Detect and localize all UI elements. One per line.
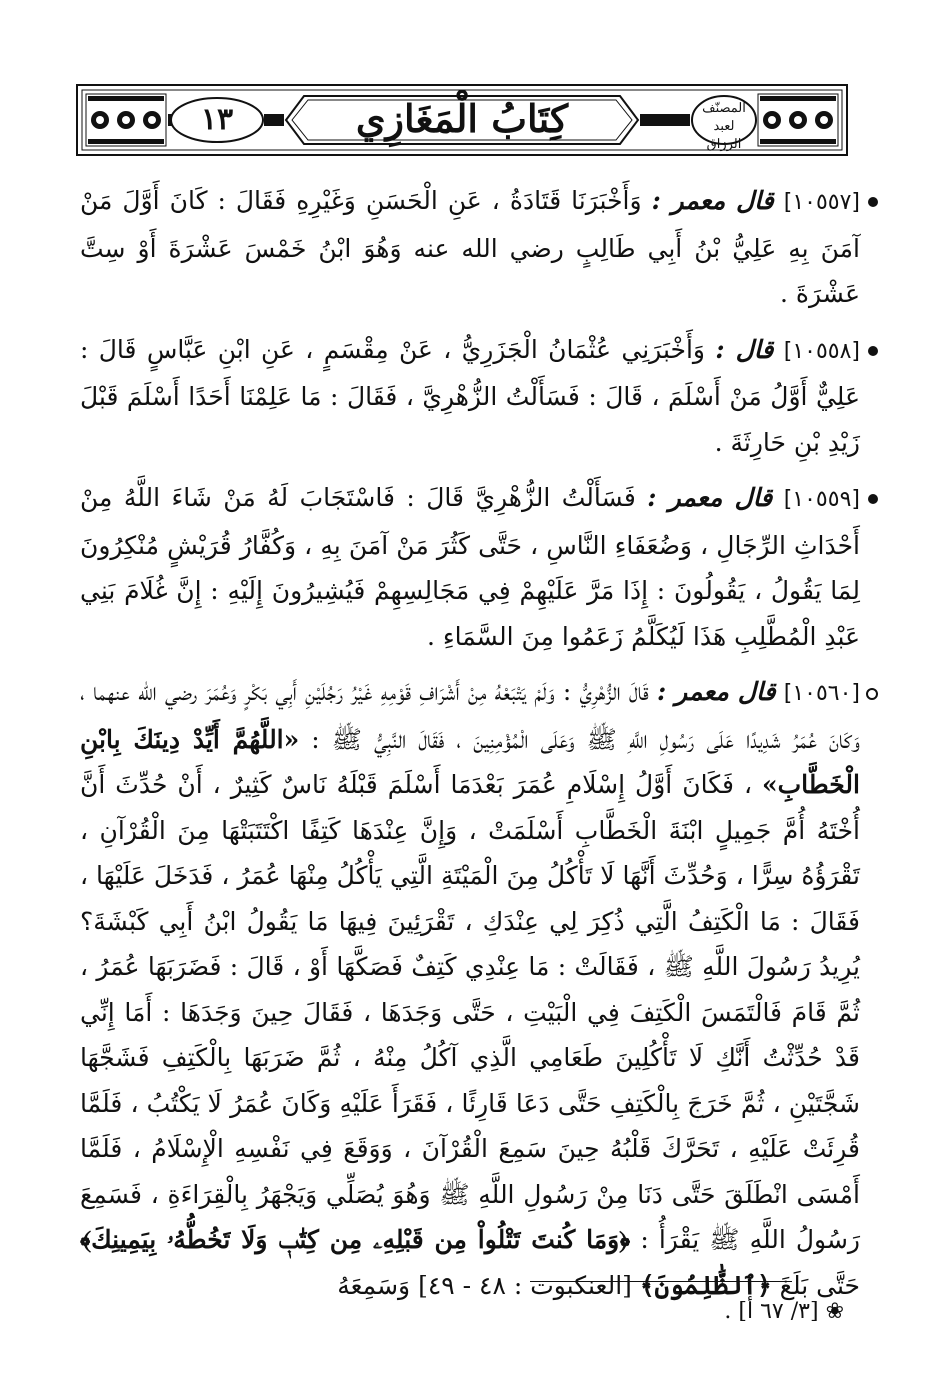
paragraph (80, 669, 860, 1308)
paragraph (80, 327, 860, 466)
paragraph-text: وَأَخْبَرَنَا قَتَادَةُ ، عَنِ الْحَسَنِ وَغَيْرِهِ فَقَالَ : كَانَ أَوَّلَ مَنْ آمَنَ بِهِ عَلِيُّ بْنُ أَبِي طَالِبٍ رضي الله عنه وَهُوَ ابْنُ خَمْسَ عَشْرَةَ أَوْ سِتَّ عَشْرَةَ . (80, 186, 860, 308)
page-title: كِتَابُ الْمَغَازِي (355, 96, 569, 141)
hadith-number: [١٠٥٥٨] (783, 338, 860, 364)
footnote-divider (530, 1281, 792, 1282)
paragraph-text-continued: حَتَّى بَلَغَ (771, 1270, 860, 1300)
hadith-number: [١٠٥٥٩] (783, 487, 860, 512)
bullet-icon (868, 494, 878, 504)
quran-verse: ﴿وَمَا كُنتَ تَتْلُواْ مِن قَبْلِهِۦ مِن كِتَٰبٖ وَلَا تَخُطُّهُۥ بِيَمِينِكَ﴾ (80, 1225, 631, 1254)
prophet-quote: «اللَّهُمَّ أَيِّدْ دِينَكَ بِابْنِ الْخَطَّابِ» (80, 724, 860, 799)
speaker-label: قال : (715, 334, 774, 364)
page-number: ١٣ (200, 102, 234, 137)
footnote-text: [٣/ ٦٧ أ] . (724, 1299, 819, 1324)
open-bullet-icon (866, 688, 878, 700)
paragraph-text: فَسَأَلْتُ الزُّهْرِيَّ قَالَ : فَاسْتَجَابَ لَهُ مَنْ شَاءَ اللَّهُ مِنْ أَحْدَاثِ الرِّجَالِ ، وَضُعَفَاءِ النَّاسِ ، حَتَّى كَثُرَ مَنْ آمَنَ بِهِ ، وَكُفَّارُ قُرَيْشٍ مُنْكِرُونَ لِمَا يَقُولُ ، يَقُولُونَ : إِذَا مَرَّ عَلَيْهِمْ فِي مَجَالِسِهِمْ فَيُشِيرُونَ إِلَيْهِ : إِنَّ غُلَامَ بَنِي عَبْدِ الْمُطَّلِبِ هَذَا لَيُكَلَّمُ زَعَمُوا مِنَ السَّمَاءِ . (80, 483, 860, 651)
bullet-icon (868, 197, 878, 207)
footnote-marker-icon: ❀ (825, 1299, 844, 1324)
hadith-number: [١٠٥٥٧] (783, 190, 860, 215)
paragraph (80, 178, 860, 317)
paragraph-text-continued: ، فَكَانَ أَوَّلُ إِسْلَامِ عُمَرَ بَعْدَمَا أَسْلَمَ قَبْلَهُ نَاسٌ كَثِيرٌ ، أَنْ حُدِّثَ أَنَّ أُخْتَهُ أُمَّ جَمِيلٍ ابْنَةَ الْخَطَّابِ أَسْلَمَتْ ، وَإِنَّ عِنْدَهَا كَتِفًا اكْتَتَبَتْهَا مِنَ الْقُرْآنِ ، تَقْرَؤُهُ سِرًّا ، وَحُدِّثَ أَنَّهَا لَا تَأْكُلُ مِنَ الْمَيْتَةِ الَّتِي يَأْكُلُ مِنْهَا عُمَرُ ، فَدَخَلَ عَلَيْهَا ، فَقَالَ : مَا الْكَتِفُ الَّتِي ذُكِرَ لِي عِنْدَكِ ، تَقْرَئِينَ فِيهَا مَا يَقُولُ ابْنُ أَبِي كَبْشَةَ؟ يُرِيدُ رَسُولَ اللَّهِ ﷺ ، فَقَالَتْ : مَا عِنْدِي كَتِفٌ فَصَكَّهَا أَوْ ، قَالَ : فَضَرَبَهَا عُمَرُ ، ثُمَّ قَامَ فَالْتَمَسَ الْكَتِفَ فِي الْبَيْتِ ، حَتَّى وَجَدَهَا ، فَقَالَ حِينَ وَجَدَهَا : أَمَا إِنِّي قَدْ حُدِّثْتُ أَنَّكِ لَا تَأْكُلِينَ طَعَامِي الَّذِي آكُلُ مِنْهُ ، ثُمَّ ضَرَبَهَا بِالْكَتِفِ فَشَجَّهَا شَجَّتَيْنِ ، ثُمَّ خَرَجَ بِالْكَتِفِ حَتَّى دَعَا قَارِئًا ، فَقَرَأَ عَلَيْهِ وَكَانَ عُمَرُ لَا يَكْتُبُ ، فَلَمَّا قُرِئَتْ عَلَيْهِ ، تَحَرَّكَ قَلْبُهُ حِينَ سَمِعَ الْقُرْآنَ ، وَوَقَعَ فِي نَفْسِهِ الْإِسْلَامُ ، فَلَمَّا أَمْسَى انْطَلَقَ حَتَّى دَنَا مِنْ رَسُولِ اللَّهِ ﷺ وَهُوَ يُصَلِّي وَيَجْهَرُ بِالْقِرَاءَةِ ، فَسَمِعَ رَسُولُ اللَّهِ ﷺ يَقْرَأُ : (80, 770, 860, 1254)
paragraph-text: وَأَخْبَرَنِي عُثْمَانُ الْجَزَرِيُّ ، عَنْ مِقْسَمٍ ، عَنِ ابْنِ عَبَّاسٍ قَالَ : عَلِيٌّ أَوَّلُ مَنْ أَسْلَمَ ، قَالَ : فَسَأَلْتُ الزُّهْرِيَّ ، فَقَالَ : مَا عَلِمْنَا أَحَدًا أَسْلَمَ قَبْلَ زَيْدِ بْنِ حَارِثَةَ . (80, 334, 860, 457)
paragraph-text-continued: [العنكبوت : ٤٨ - ٤٩] وَسَمِعَهُ (337, 1270, 640, 1300)
speaker-label: قال معمر : (656, 677, 776, 706)
footnote (560, 1292, 844, 1332)
quran-verse: ﴿ٱلظَّٰلِمُونَ﴾ (639, 1270, 772, 1300)
speaker-label: قال معمر : (651, 186, 774, 215)
page-header (76, 84, 848, 156)
document-body (80, 178, 860, 1318)
paragraph-text: قَالَ الزُّهْرِيُّ : وَلَمْ يَتْبَعْهُ مِنْ أَشْرَافِ قَوْمِهِ غَيْرُ رَجُلَيْنِ أَبِي بَكْرٍ وَعُمَرَ رضي الله عنهما ، وَكَانَ عُمَرُ شَدِيدًا عَلَى رَسُولِ اللَّهِ ﷺ وَعَلَى الْمُؤْمِنِينَ ، فَقَالَ النَّبِيُّ ﷺ : (80, 677, 861, 754)
hadith-number: [١٠٥٦٠] (783, 681, 860, 706)
bullet-icon (868, 346, 878, 356)
speaker-label: قال معمر : (647, 483, 773, 512)
paragraph (80, 475, 860, 659)
book-logo: المصنّف لعبد الرزاق (702, 101, 746, 152)
